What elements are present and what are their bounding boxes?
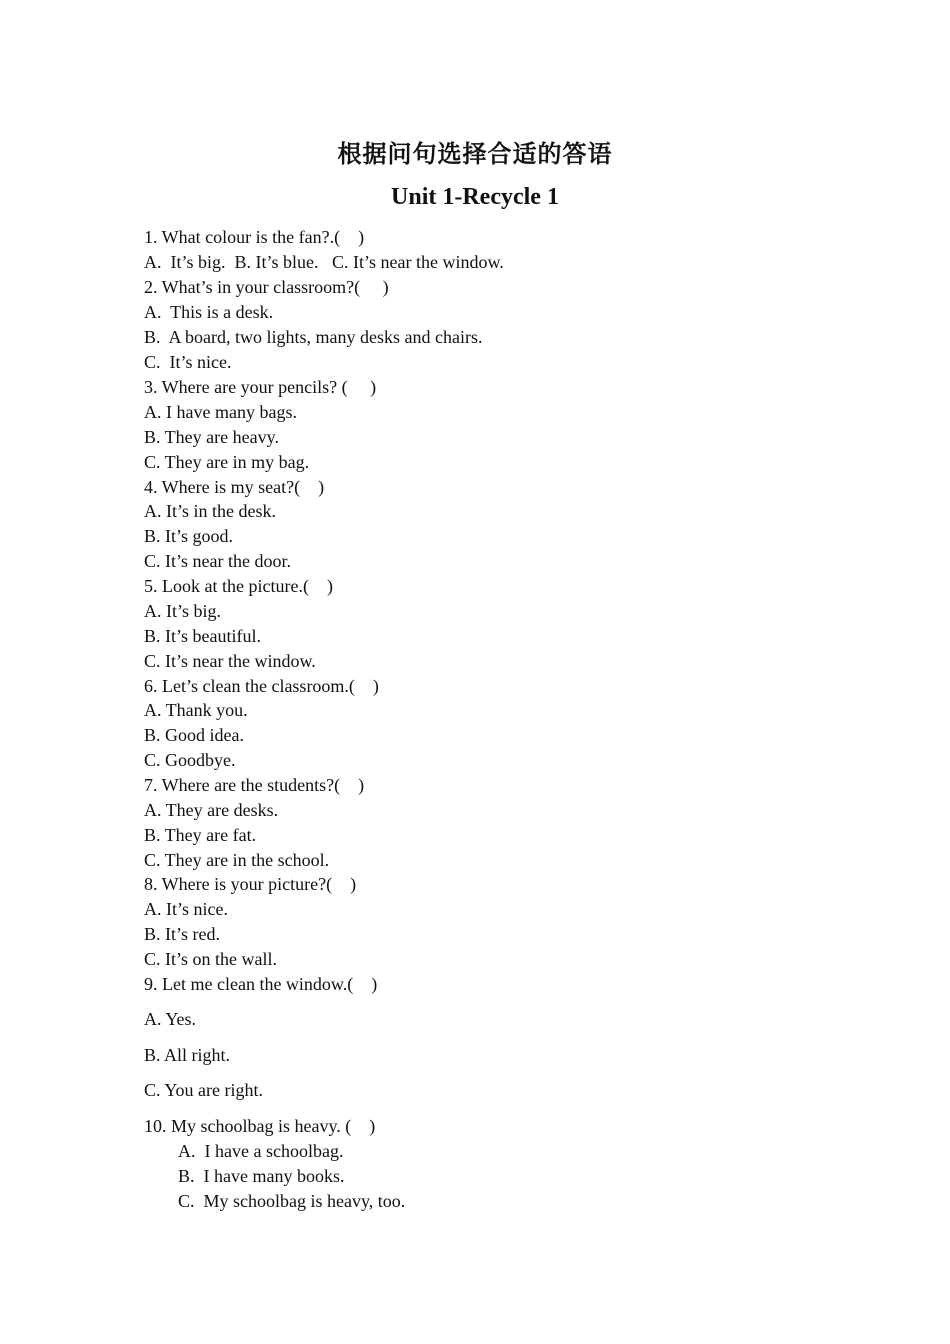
option-4b: B. It’s good. <box>144 526 234 546</box>
unit-title: Unit 1-Recycle 1 <box>391 184 559 210</box>
question-1: 1. What colour is the fan?.( ) <box>144 227 365 247</box>
option-6b: B. Good idea. <box>144 725 244 745</box>
question-7: 7. Where are the students?( ) <box>144 775 365 795</box>
option-7a: A. They are desks. <box>144 800 279 820</box>
option-4a: A. It’s in the desk. <box>144 501 276 521</box>
option-3a: A. I have many bags. <box>144 402 297 422</box>
option-2b: B. A board, two lights, many desks and chairs. <box>144 327 483 347</box>
option-5c: C. It’s near the window. <box>144 651 316 671</box>
option-5b: B. It’s beautiful. <box>144 626 261 646</box>
option-10c: C. My schoolbag is heavy, too. <box>178 1191 406 1211</box>
option-10b: B. I have many books. <box>178 1166 345 1186</box>
option-6a: A. Thank you. <box>144 700 248 720</box>
question-8: 8. Where is your picture?( ) <box>144 874 357 894</box>
chinese-title: 根据问句选择合适的答语 <box>337 140 613 168</box>
question-5: 5. Look at the picture.( ) <box>144 576 333 596</box>
option-9c: C. You are right. <box>144 1080 264 1100</box>
option-2c: C. It’s nice. <box>144 352 232 372</box>
option-7b: B. They are fat. <box>144 825 257 845</box>
answer-options-1: A. It’s big. B. It’s blue. C. It’s near the window. <box>144 252 504 272</box>
option-6c: C. Goodbye. <box>144 750 236 770</box>
option-8b: B. It’s red. <box>144 924 220 944</box>
question-10: 10. My schoolbag is heavy. ( ) <box>144 1116 376 1136</box>
question-2: 2. What’s in your classroom?( ) <box>144 277 389 297</box>
option-7c: C. They are in the school. <box>144 850 330 870</box>
option-2a: A. This is a desk. <box>144 302 274 322</box>
option-10a: A. I have a schoolbag. <box>178 1141 344 1161</box>
option-3c: C. They are in my bag. <box>144 452 310 472</box>
option-9a: A. Yes. <box>144 1009 197 1029</box>
option-3b: B. They are heavy. <box>144 427 279 447</box>
question-3: 3. Where are your pencils? ( ) <box>144 377 377 397</box>
option-9b: B. All right. <box>144 1045 231 1065</box>
option-5a: A. It’s big. <box>144 601 222 621</box>
option-4c: C. It’s near the door. <box>144 551 291 571</box>
option-8a: A. It’s nice. <box>144 899 228 919</box>
option-8c: C. It’s on the wall. <box>144 949 277 969</box>
question-6: 6. Let’s clean the classroom.( ) <box>144 676 379 696</box>
question-9: 9. Let me clean the window.( ) <box>144 974 378 994</box>
question-4: 4. Where is my seat?( ) <box>144 477 325 497</box>
